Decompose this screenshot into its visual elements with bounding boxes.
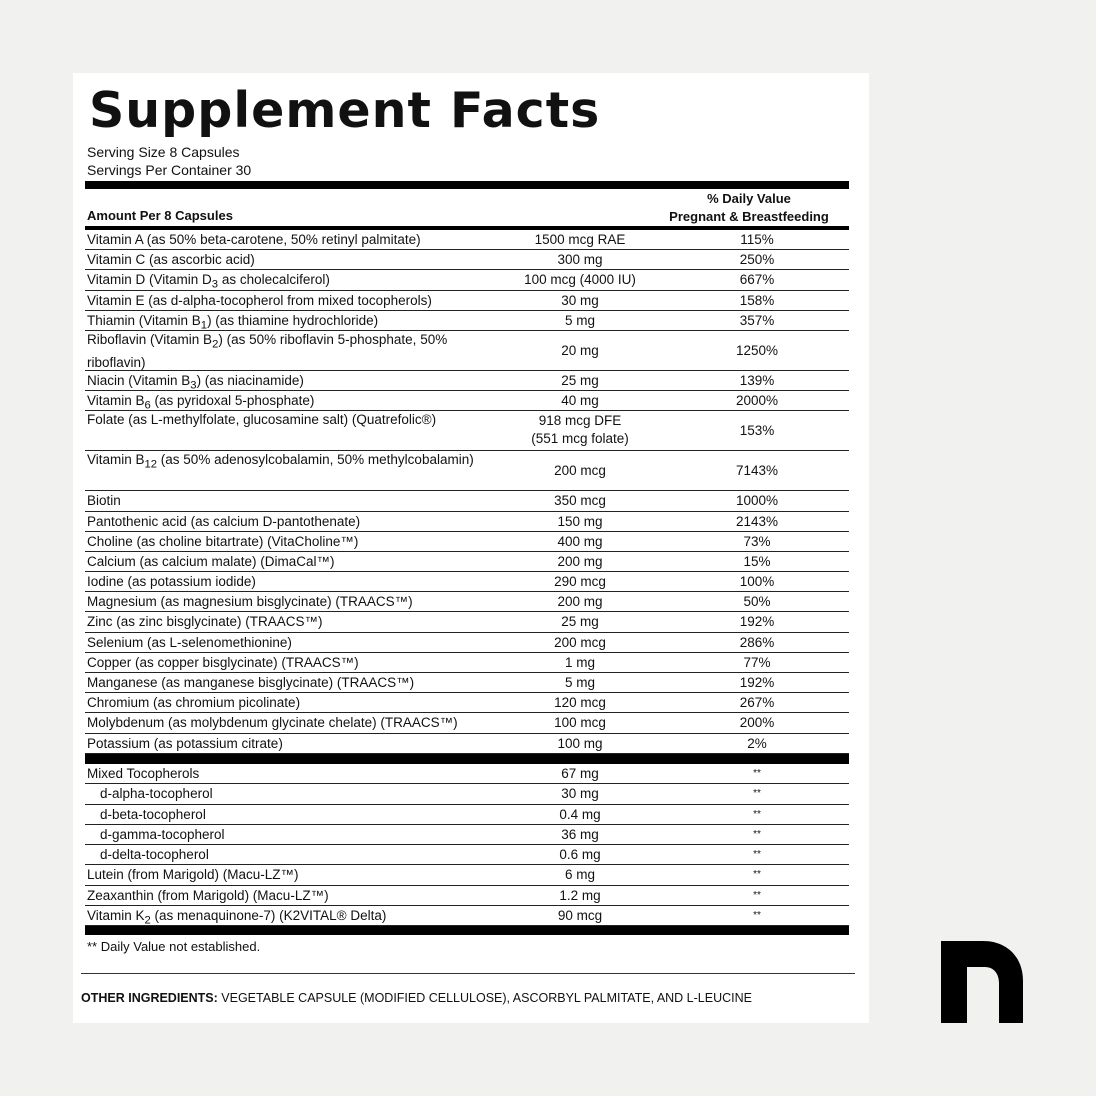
nutrient-daily-value: 100% — [739, 574, 775, 590]
thin-divider — [81, 973, 855, 974]
nutrient-amount: 5 mg — [564, 675, 595, 690]
nutrient-name: Manganese (as manganese bisglycinate) (TRAACS™) — [87, 675, 415, 690]
nutrient-name: Calcium (as calcium malate) (DimaCal™) — [87, 553, 335, 569]
nutrient-name: Magnesium (as magnesium bisglycinate) (TRAACS™) — [87, 594, 413, 610]
nutrient-amount: 30 mg — [561, 292, 599, 308]
nutrient-daily-value: 286% — [739, 634, 775, 650]
nutrient-row — [85, 673, 849, 693]
nutrient-daily-value: 153% — [739, 423, 775, 439]
nutrient-name: Zinc (as zinc bisglycinate) (TRAACS™) — [87, 614, 323, 630]
nutrient-name: Lutein (from Marigold) (Macu-LZ™) — [87, 867, 299, 883]
nutrient-name: Chromium (as chromium picolinate) — [87, 695, 301, 711]
nutrient-amount: 200 mg — [557, 594, 603, 610]
other-nutrient-row — [85, 845, 849, 865]
nutrient-daily-value: 2000% — [735, 393, 779, 409]
nutrient-row — [85, 653, 849, 673]
nutrient-row — [85, 592, 849, 612]
nutrient-amount: 67 mg — [561, 766, 599, 781]
nutrient-name: Selenium (as L-selenomethionine) — [87, 634, 292, 650]
nutrient-name: Niacin (Vitamin $B_3$) (as niacinamide) — [87, 372, 304, 392]
nutrient-name: d-alpha-tocopherol — [100, 786, 213, 802]
nutrient-daily-value: 139% — [739, 372, 775, 388]
nutrient-name: Copper (as copper bisglycinate) (TRAACS™) — [87, 654, 359, 670]
other-nutrient-row — [85, 784, 849, 804]
other-nutrient-table — [85, 764, 849, 926]
dv-header-line1: % Daily Value — [707, 191, 791, 206]
nutrient-daily-value: 1000% — [735, 493, 779, 509]
section-divider — [85, 754, 849, 764]
nutrient-amount: 200 mcg — [554, 463, 606, 479]
nutrient-name: Potassium (as potassium citrate) — [87, 735, 283, 751]
nutrient-row — [85, 532, 849, 552]
nutrient-daily-value: 200% — [739, 715, 775, 731]
nutrient-row — [85, 734, 849, 754]
nutrient-amount: 25 mg — [561, 372, 599, 388]
nutrient-name: Riboflavin (Vitamin $B_2$) (as 50% riboflavin 5-phosphate, 50% riboflavin) — [87, 331, 448, 370]
nutrient-name: Molybdenum (as molybdenum glycinate chelate) (TRAACS™) — [87, 715, 458, 731]
nutrient-amount: 40 mg — [561, 393, 599, 409]
other-ingredients — [81, 991, 752, 1005]
nutrient-row — [85, 311, 849, 331]
nutrient-daily-value: 667% — [739, 272, 775, 288]
nutrient-amount: 90 mcg — [557, 907, 603, 923]
nutrient-daily-value: 77% — [743, 654, 771, 670]
nutrient-row — [85, 291, 849, 311]
nutrient-name: Folate (as L-methylfolate, glucosamine salt) (Quatrefolic®) — [87, 412, 437, 428]
nutrient-row — [85, 713, 849, 733]
other-nutrient-row — [85, 886, 849, 906]
nutrient-daily-value: ** — [753, 808, 761, 820]
nutrient-daily-value: ** — [753, 768, 761, 779]
nutrient-name: Vitamin D (Vitamin $D_3$ as cholecalciferol) — [87, 272, 330, 292]
nutrient-row — [85, 552, 849, 572]
nutrient-row — [85, 612, 849, 632]
bottom-divider — [85, 926, 849, 935]
nutrient-name: Vitamin $B_6$ (as pyridoxal 5-phosphate) — [87, 393, 315, 412]
nutrient-amount: 1 mg — [564, 654, 595, 670]
nutrient-daily-value: 73% — [743, 533, 771, 549]
nutrient-daily-value: 7143% — [735, 463, 779, 479]
nutrient-amount: 20 mg — [561, 342, 599, 358]
nutrient-daily-value: 267% — [739, 695, 775, 711]
nutrient-amount: 200 mcg — [554, 634, 606, 650]
nutrient-daily-value: 1250% — [735, 342, 779, 358]
nutrient-row — [85, 371, 849, 391]
nutrient-daily-value: ** — [753, 788, 761, 800]
nutrient-amount: 0.6 mg — [559, 847, 601, 862]
nutrient-daily-value: 115% — [740, 232, 774, 247]
N-logo-icon — [941, 941, 1023, 1023]
nutrient-daily-value: 158% — [739, 292, 775, 308]
nutrient-amount: 150 mg — [557, 513, 603, 529]
nutrient-amount: 6 mg — [564, 867, 595, 883]
nutrient-name: Zeaxanthin (from Marigold) (Macu-LZ™) — [87, 887, 329, 903]
nutrient-name: Vitamin A (as 50% beta-carotene, 50% retinyl palmitate) — [87, 232, 421, 247]
nutrient-amount: 100 mg — [557, 735, 603, 751]
panel-title: Supplement Facts — [89, 82, 601, 139]
nutrient-row — [85, 230, 849, 250]
nutrient-row — [85, 693, 849, 713]
nutrient-amount: 918 mcg DFE (551 mcg folate) — [531, 413, 629, 447]
nutrient-name: Vitamin $K_2$ (as menaquinone-7) (K2VITAL® Delta) — [87, 907, 387, 927]
serving-size: Serving Size 8 Capsules — [87, 144, 240, 160]
nutrient-amount: 0.4 mg — [559, 806, 601, 822]
nutrient-amount: 25 mg — [561, 614, 599, 630]
nutrient-row — [85, 250, 849, 270]
nutrient-daily-value: ** — [753, 909, 761, 921]
nutrient-amount: 400 mg — [557, 533, 603, 549]
nutrient-amount: 5 mg — [564, 312, 595, 328]
other-nutrient-row — [85, 764, 849, 784]
footnote: ** Daily Value not established. — [87, 939, 261, 954]
nutrient-name: d-delta-tocopherol — [100, 847, 209, 862]
nutrient-row — [85, 633, 849, 653]
nutrient-row — [85, 331, 849, 371]
nutrient-name: Thiamin (Vitamin $B_1$) (as thiamine hydrochloride) — [87, 312, 379, 332]
amount-header: Amount Per 8 Capsules — [87, 208, 233, 223]
nutrient-amount: 1.2 mg — [559, 887, 601, 903]
nutrient-daily-value: 2143% — [735, 513, 779, 529]
nutrient-name: Vitamin C (as ascorbic acid) — [87, 252, 255, 268]
nutrient-daily-value: ** — [753, 849, 761, 860]
nutrient-amount: 100 mcg — [554, 715, 606, 731]
nutrient-amount: 290 mcg — [554, 574, 606, 590]
nutrient-row — [85, 512, 849, 532]
nutrient-name: Vitamin $B_{12}$ (as 50% adenosylcobalamin, 50% methylcobalamin) — [87, 452, 474, 471]
nutrient-amount: 350 mcg — [554, 493, 606, 509]
nutrient-amount: 120 mcg — [554, 695, 606, 711]
nutrient-amount: 36 mg — [561, 826, 599, 842]
nutrient-daily-value: 15% — [743, 553, 771, 569]
supplement-facts-panel — [73, 73, 869, 1023]
nutrient-table — [85, 230, 849, 754]
other-nutrient-row — [85, 825, 849, 845]
other-nutrient-row — [85, 906, 849, 926]
nutrient-row — [85, 491, 849, 511]
nutrient-name: d-gamma-tocopherol — [100, 826, 225, 842]
nutrient-daily-value: 50% — [743, 594, 771, 610]
nutrient-daily-value: 357% — [739, 312, 775, 328]
other-nutrient-row — [85, 865, 849, 885]
other-nutrient-row — [85, 805, 849, 825]
nutrient-daily-value: 192% — [739, 675, 775, 690]
nutrient-amount: 30 mg — [561, 786, 599, 802]
nutrient-amount: 1500 mcg RAE — [534, 232, 626, 247]
nutrient-row — [85, 391, 849, 411]
nutrient-row — [85, 411, 849, 451]
daily-value-header — [649, 190, 849, 226]
nutrient-daily-value: 250% — [739, 252, 775, 268]
nutrient-daily-value: ** — [753, 828, 761, 840]
nutrient-daily-value: ** — [753, 869, 761, 881]
nutrient-name: Vitamin E (as d-alpha-tocopherol from mixed tocopherols) — [87, 292, 432, 308]
nutrient-amount: 200 mg — [557, 553, 603, 569]
nutrient-daily-value: 192% — [739, 614, 775, 630]
nutrient-amount: 300 mg — [557, 252, 603, 268]
nutrient-name: Choline (as choline bitartrate) (VitaCholine™) — [87, 533, 359, 549]
nutrient-row — [85, 572, 849, 592]
dv-header-line2: Pregnant & Breastfeeding — [669, 209, 829, 224]
other-ingredients-label: OTHER INGREDIENTS: — [81, 991, 218, 1005]
nutrient-amount: 100 mcg (4000 IU) — [524, 272, 636, 288]
nutrient-daily-value: ** — [753, 889, 761, 901]
nutrient-name: Pantothenic acid (as calcium D-pantothenate) — [87, 513, 361, 529]
nutrient-row — [85, 270, 849, 290]
other-ingredients-text: VEGETABLE CAPSULE (MODIFIED CELLULOSE), ASCORBYL PALMITATE, AND L-LEUCINE — [217, 991, 752, 1005]
nutrient-name: Mixed Tocopherols — [87, 766, 200, 781]
nutrient-name: Biotin — [87, 493, 121, 509]
nutrient-name: Iodine (as potassium iodide) — [87, 574, 256, 590]
thick-divider — [85, 181, 849, 189]
nutrient-row — [85, 451, 849, 491]
nutrient-daily-value: 2% — [747, 735, 767, 751]
servings-per-container: Servings Per Container 30 — [87, 162, 252, 178]
nutrient-name: d-beta-tocopherol — [100, 806, 206, 822]
